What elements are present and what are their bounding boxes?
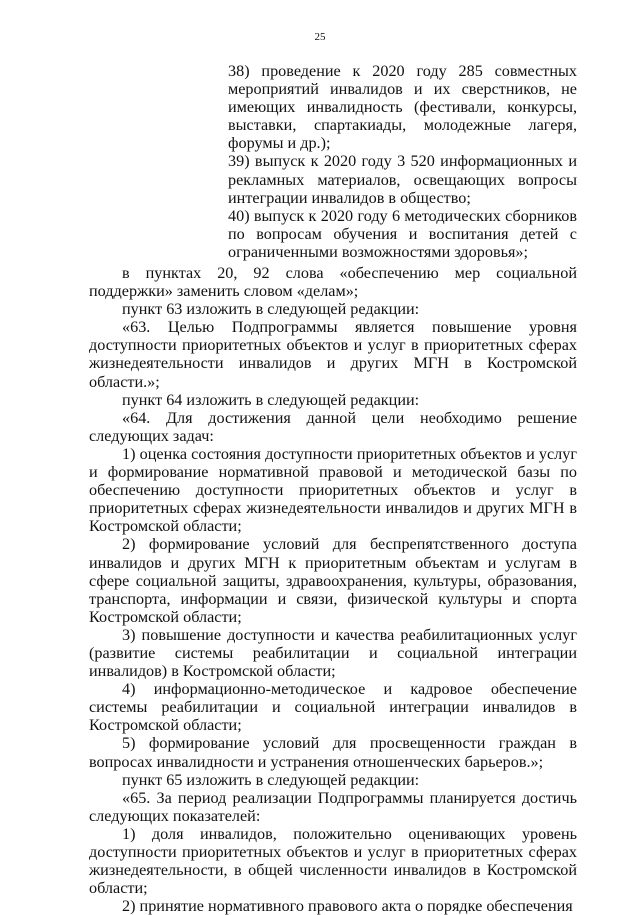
paragraph-item-65-text: «65. За период реализации Подпрограммы планируется достичь следующих показателей: [89, 788, 577, 825]
task-item-1: 1) оценка состояния доступности приоритетных объектов и услуг и формирование нормативной правовой и методической базы по обеспечению доступности приоритетных объектов и услуг в приоритетных сферах жизнедеятельности инвалидов и других МГН в Костромской области; [89, 444, 577, 536]
paragraph-amend-20-92: в пунктах 20, 92 слова «обеспечению мер социальной поддержки» заменить словом «делам»; [89, 264, 577, 301]
indicator-item-1: 1) доля инвалидов, положительно оценивающих уровень доступности приоритетных объектов и услуг в приоритетных сферах жизнедеятельности, в общей численности инвалидов в Костромской области; [89, 824, 577, 898]
document-body [89, 264, 577, 915]
list-item-38: 38) проведение к 2020 году 285 совместных мероприятий инвалидов и их сверстников, не имеющих инвалидность (фестивали, конкурсы, выставки, спартакиады, молодежные лагеря, форумы и др.); [228, 62, 577, 153]
paragraph-item-64-intro: пункт 64 изложить в следующей редакции: [122, 390, 420, 409]
paragraph-item-64-text: «64. Для достижения данной цели необходимо решение следующих задач: [89, 408, 577, 445]
paragraph-item-65-intro: пункт 65 изложить в следующей редакции: [122, 770, 420, 789]
list-continuation [228, 62, 577, 261]
indicator-item-2: 2) принятие нормативного правового акта о порядке обеспечения [122, 897, 573, 915]
task-item-5: 5) формирование условий для просвещенности граждан в вопросах инвалидности и устранения отношенческих барьеров.»; [89, 734, 577, 771]
list-item-39: 39) выпуск к 2020 году 3 520 информационных и рекламных материалов, освещающих вопросы интеграции инвалидов в общество; [228, 152, 577, 207]
list-item-40: 40) выпуск к 2020 году 6 методических сборников по вопросам обучения и воспитания детей с ограниченными возможностями здоровья»; [228, 206, 577, 261]
page-number: 25 [314, 31, 326, 43]
task-item-4: 4) информационно-методическое и кадровое обеспечение системы реабилитации и социальной интеграции инвалидов в Костромской области; [89, 680, 577, 735]
task-item-2: 2) формирование условий для беспрепятственного доступа инвалидов и других МГН к приоритетным объектам и услугам в сфере социальной защиты, здравоохранения, культуры, образования, транспорта, информации и связи, физической культуры и спорта Костромской области; [89, 535, 577, 626]
paragraph-item-63-text: «63. Целью Подпрограммы является повышение уровня доступности приоритетных объектов и услуг в приоритетных сферах жизнедеятельности инвалидов и других МГН в Костромской области.»; [89, 318, 577, 391]
task-item-3: 3) повышение доступности и качества реабилитационных услуг (развитие системы реабилитации и социальной интеграции инвалидов) в Костромской области; [89, 625, 577, 681]
paragraph-item-63-intro: пункт 63 изложить в следующей редакции: [122, 300, 420, 319]
